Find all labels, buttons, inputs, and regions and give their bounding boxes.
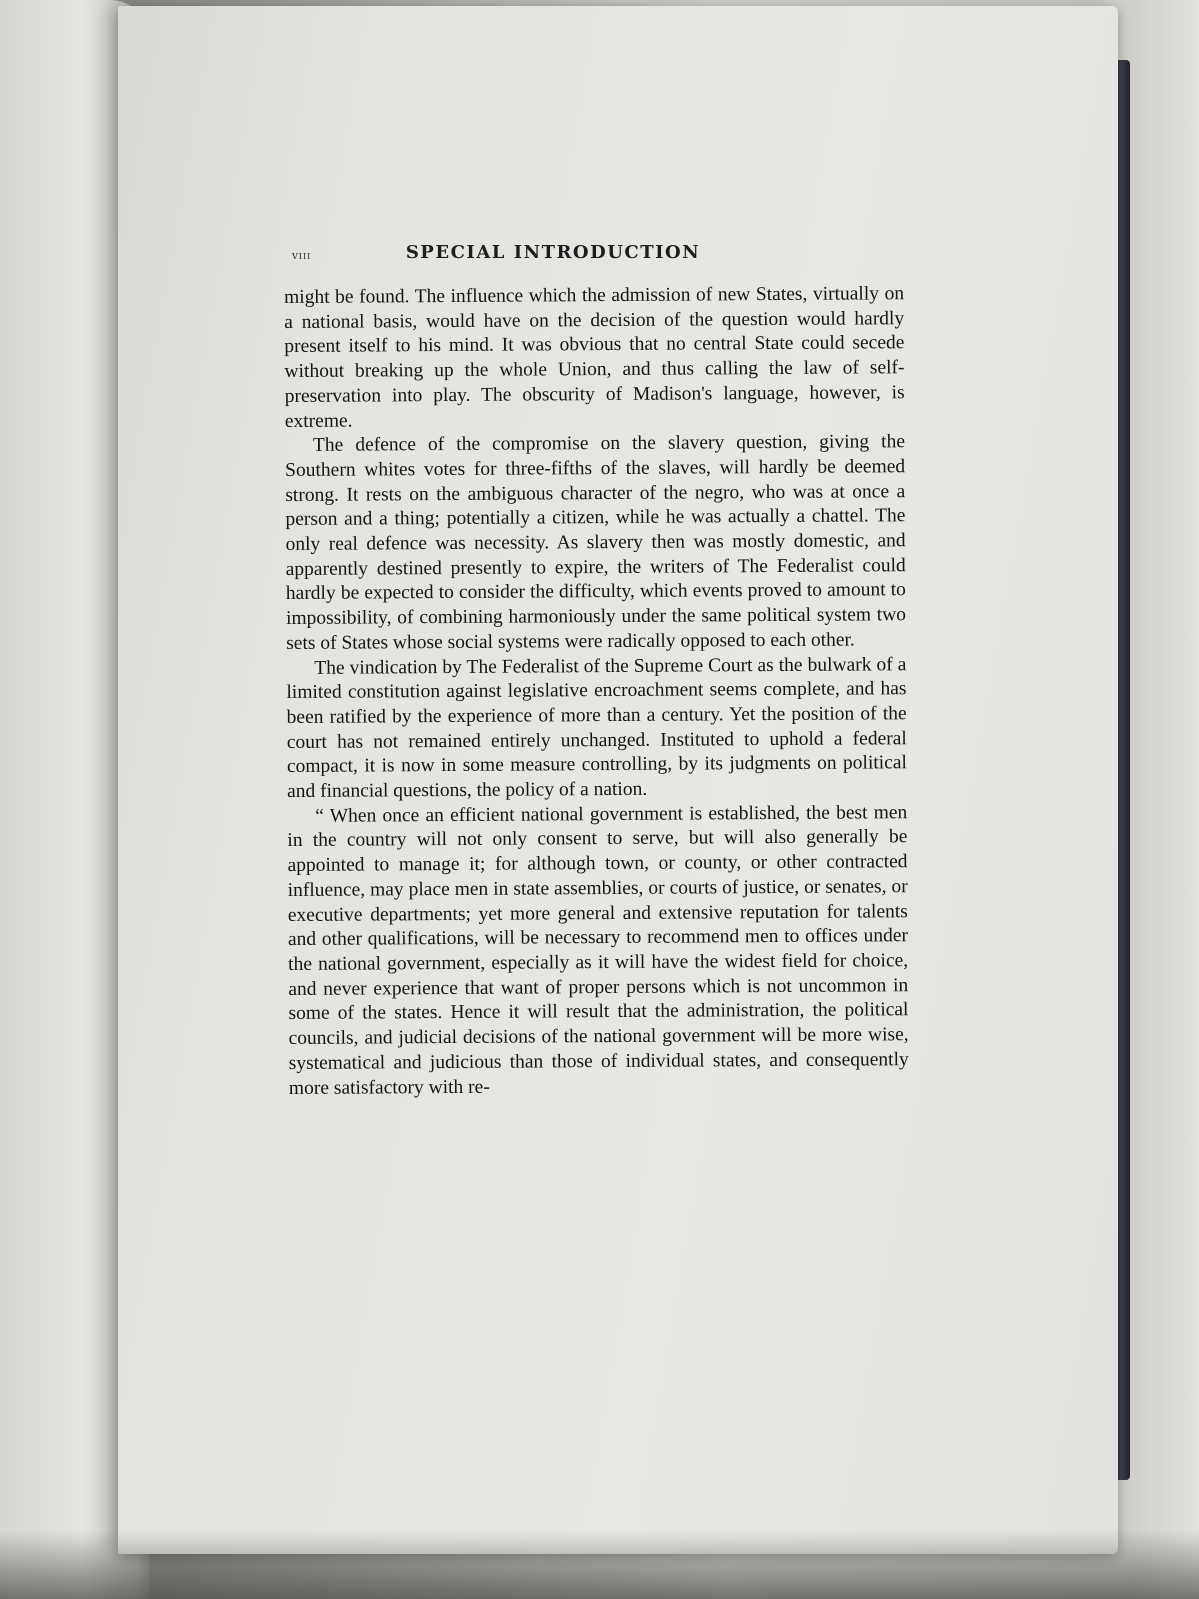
paragraph-3: The vindication by The Federalist of the Supreme Court as the bulwark of a limited constitution against legislative encroachment seems complete, and has been ratified by the experience of more than a century. Yet the position of the court has not remained entirely unchanged. Instituted to uphold a federal compact, it is now in some measure controlling, by its judgments on political and financial questions, the policy of a nation. [286,653,907,803]
right-background [1130,0,1199,1599]
page-number: viii [292,248,312,262]
paragraph-2: The defence of the compromise on the slavery question, giving the Southern whites votes for three-fifths of the slaves, will hardly be deemed strong. It rests on the ambiguous character of the negro, who was at once a person and a thing; potentially a citizen, while he was actually a chattel. The only real defence was necessity. As slavery then was mostly domestic, and apparently destined presently to expire, the writers of The Federalist could hardly be expected to consider the difficulty, which events proved to amount to impossibility, of combining harmoniously under the same political system two sets of States whose social systems were radically opposed to each other. [285,431,907,654]
running-head: SPECIAL INTRODUCTION [405,242,701,263]
page-header [292,242,904,272]
paragraph-4: “ When once an efficient national government is established, the best men in the country will not only consent to serve, but will also generally be appointed to manage it; for although town, or county, or other contracted influence, may place men in state assemblies, or courts of justice, or senates, or executive departments; yet more general and extensive reputation for talents and other qualifications, will be necessary to recommend men to offices under the national government, especially as it will have the widest field for choice, and never experience that want of proper persons which is not uncommon in some of the states. Hence it will result that the administration, the political councils, and judicial decisions of the national government will be more wise, systematical and judicious than those of individual states, and consequently more satisfactory with re- [287,801,909,1099]
bottom-shadow [0,1530,1199,1599]
body-text [284,282,909,1101]
paragraph-1: might be found. The influence which the admission of new States, virtually on a national basis, would have on the decision of the question would hardly present itself to his mind. It was obvious that no central State could secede without breaking up the whole Union, and thus calling the law of self-preservation into play. The obscurity of Madison's language, however, is extreme. [284,283,905,432]
